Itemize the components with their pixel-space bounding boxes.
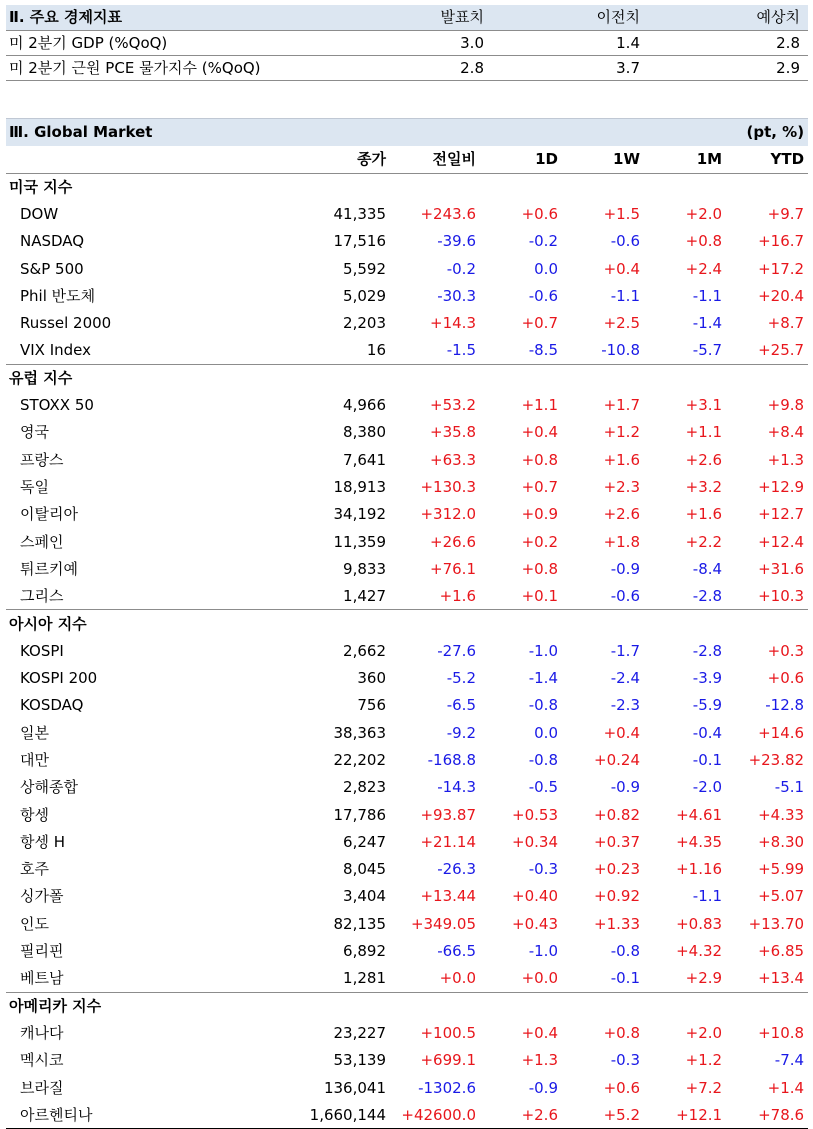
cell-1w: -0.3	[610, 1051, 640, 1070]
cell-1w: +1.6	[603, 450, 640, 469]
cell-1w: +1.8	[603, 532, 640, 551]
market-row	[6, 282, 808, 309]
cell-1d: -8.5	[528, 341, 558, 360]
cell-change: +53.2	[430, 396, 476, 415]
cell-close: 7,641	[343, 450, 386, 469]
cell-1d: +0.4	[521, 1023, 558, 1042]
cell-change: -14.3	[437, 778, 476, 797]
cell-ytd: +23.82	[748, 750, 805, 769]
market-row	[6, 937, 808, 964]
market-row	[6, 910, 808, 937]
column-header-ytd: YTD	[726, 146, 808, 173]
cell-ytd: +9.7	[767, 205, 805, 224]
cell-1d: +0.2	[521, 532, 558, 551]
cell-close: 2,203	[343, 314, 386, 333]
market-title-row	[6, 119, 808, 146]
cell-1w: +0.82	[594, 805, 640, 824]
cell-1m: +4.32	[676, 942, 723, 961]
cell-1m: +3.2	[685, 478, 723, 496]
cell-1w: +1.5	[603, 205, 640, 224]
index-name: 프랑스	[20, 450, 64, 469]
cell-1m: +2.2	[685, 532, 723, 551]
cell-close: 756	[357, 696, 386, 715]
cell-1w: +5.2	[562, 1101, 644, 1128]
cell-close: 2,823	[343, 778, 386, 797]
cell-1w: +0.4	[603, 259, 640, 278]
indicator-actual: 3.0	[336, 30, 492, 55]
cell-close: 22,202	[333, 750, 386, 769]
cell-1w: +0.92	[594, 887, 640, 906]
cell-1w: +1.33	[594, 914, 640, 933]
cell-1d: +0.4	[521, 423, 558, 442]
indicator-row	[6, 55, 808, 80]
cell-1w: +1.2	[603, 423, 640, 442]
cell-1w: +0.24	[594, 750, 640, 769]
cell-1m: -5.7	[692, 341, 723, 360]
cell-1m: -8.4	[692, 559, 723, 578]
market-row	[6, 583, 808, 610]
cell-ytd: +0.6	[767, 669, 805, 688]
indicators-title: Ⅱ. 주요 경제지표	[6, 5, 336, 30]
cell-1w: -0.8	[610, 942, 640, 961]
cell-change: -6.5	[446, 696, 476, 715]
cell-1d: -0.8	[528, 750, 558, 769]
market-row	[6, 473, 808, 500]
market-row	[6, 555, 808, 582]
market-row	[6, 310, 808, 337]
cell-close: 23,227	[333, 1023, 386, 1042]
cell-1d: +0.6	[521, 205, 558, 224]
cell-change: -1302.6	[418, 1078, 476, 1097]
cell-ytd: +5.07	[758, 887, 805, 906]
indicator-row	[6, 30, 808, 55]
cell-change: +21.14	[420, 832, 476, 851]
cell-1d: -0.9	[528, 1078, 558, 1097]
cell-close: 6,247	[343, 832, 386, 851]
cell-change: +130.3	[420, 478, 476, 496]
cell-1w: -0.1	[610, 969, 640, 988]
cell-close: 41,335	[333, 205, 386, 224]
cell-ytd: +0.3	[767, 641, 805, 660]
cell-1m: +4.61	[676, 805, 723, 824]
cell-1d: -0.2	[528, 232, 558, 251]
market-row	[6, 883, 808, 910]
cell-ytd: +12.7	[758, 505, 805, 524]
cell-close: 11,359	[333, 532, 386, 551]
section-title: 아메리카 지수	[6, 992, 808, 1019]
cell-ytd: +31.6	[758, 559, 805, 578]
index-name: 대만	[20, 750, 49, 769]
cell-ytd: -7.4	[774, 1051, 805, 1070]
cell-change: +76.1	[430, 559, 476, 578]
cell-1d: +1.1	[521, 396, 558, 415]
cell-ytd: +25.7	[758, 341, 805, 360]
index-name: 그리스	[20, 586, 64, 605]
cell-ytd: +78.6	[726, 1101, 808, 1128]
cell-1d: -0.6	[528, 286, 558, 305]
indicator-prior: 1.4	[492, 30, 648, 55]
section-title: 미국 지수	[9, 177, 73, 196]
cell-1d: +0.8	[521, 450, 558, 469]
cell-1d: -1.0	[528, 942, 558, 961]
cell-close: 3,404	[343, 887, 386, 906]
index-name: 캐나다	[20, 1023, 64, 1042]
column-header-close: 종가	[216, 146, 390, 173]
cell-close: 5,029	[343, 286, 386, 305]
cell-ytd: +17.2	[758, 259, 805, 278]
column-header-change: 전일비	[390, 146, 480, 173]
economic-indicators-table	[6, 5, 808, 81]
section-header-row	[6, 610, 808, 637]
header-prior: 이전치	[492, 5, 648, 30]
cell-ytd: +20.4	[758, 286, 805, 305]
cell-1d: +0.34	[512, 832, 558, 851]
cell-change: -30.3	[437, 286, 476, 305]
cell-1m: -2.8	[692, 641, 723, 660]
cell-change: -0.2	[446, 259, 476, 278]
section-title: 유럽 지수	[6, 364, 808, 391]
cell-change: -1.5	[446, 341, 476, 360]
cell-ytd: +5.99	[758, 860, 805, 879]
indicator-label: 미 2분기 근원 PCE 물가지수 (%QoQ)	[6, 55, 336, 80]
cell-1d: 0.0	[534, 259, 558, 278]
market-row	[6, 419, 808, 446]
market-row	[6, 856, 808, 883]
cell-ytd: +13.4	[758, 969, 805, 988]
cell-ytd: +1.3	[767, 450, 805, 469]
cell-change: +100.5	[420, 1023, 476, 1042]
cell-close: 38,363	[333, 723, 386, 742]
column-header-1d: 1D	[480, 146, 562, 173]
section-title: 아시아 지수	[6, 610, 808, 637]
cell-1d: -0.5	[528, 778, 558, 797]
index-name: Russel 2000	[20, 314, 112, 333]
index-name: STOXX 50	[20, 396, 94, 415]
cell-change: -39.6	[437, 232, 476, 251]
indicator-label: 미 2분기 GDP (%QoQ)	[6, 30, 336, 55]
cell-close: 1,281	[343, 969, 386, 988]
cell-close: 16	[366, 341, 386, 360]
market-row	[6, 774, 808, 801]
cell-1m: -0.4	[692, 723, 723, 742]
market-row	[6, 637, 808, 664]
column-header-name	[6, 146, 216, 173]
cell-1d: -0.8	[528, 696, 558, 715]
cell-1w: -10.8	[601, 341, 640, 360]
cell-change: -27.6	[437, 641, 476, 660]
cell-change: +14.3	[430, 314, 476, 333]
cell-ytd: -12.8	[765, 696, 805, 715]
cell-1m: +1.16	[676, 860, 723, 879]
cell-change: -168.8	[427, 750, 476, 769]
cell-change: -66.5	[437, 942, 476, 961]
cell-close: 136,041	[323, 1078, 386, 1097]
market-row	[6, 1019, 808, 1046]
index-name: KOSDAQ	[20, 696, 84, 715]
cell-1d: +2.6	[480, 1101, 562, 1128]
market-row	[6, 528, 808, 555]
section-header-row	[6, 364, 808, 391]
cell-1d: +0.53	[512, 805, 558, 824]
index-name: 상해종합	[20, 778, 78, 797]
market-row	[6, 391, 808, 418]
cell-1m: +2.6	[685, 450, 723, 469]
cell-1w: +0.6	[603, 1078, 640, 1097]
cell-1w: -0.6	[610, 586, 640, 605]
cell-1m: +2.0	[685, 205, 723, 224]
cell-change: +63.3	[430, 450, 476, 469]
cell-1w: -0.6	[610, 232, 640, 251]
cell-close: 18,913	[333, 478, 386, 496]
cell-1d: +0.8	[521, 559, 558, 578]
cell-1m: -1.1	[692, 887, 723, 906]
market-row	[6, 228, 808, 255]
cell-change: -26.3	[437, 860, 476, 879]
cell-change: +1.6	[439, 586, 476, 605]
cell-1m: +1.1	[685, 423, 723, 442]
market-row	[6, 1047, 808, 1074]
section-header-row	[6, 173, 808, 200]
cell-1m: +3.1	[685, 396, 723, 415]
cell-1w: -1.7	[610, 641, 640, 660]
cell-close: 17,786	[333, 805, 386, 824]
section-header-row	[6, 992, 808, 1019]
cell-ytd: +14.6	[758, 723, 805, 742]
market-row	[6, 1101, 808, 1128]
market-row	[6, 337, 808, 364]
index-name: 일본	[20, 723, 49, 742]
cell-1d: 0.0	[534, 723, 558, 742]
indicator-actual: 2.8	[336, 55, 492, 80]
cell-ytd: +4.33	[758, 805, 805, 824]
cell-change: +26.6	[430, 532, 476, 551]
header-forecast: 예상치	[648, 5, 808, 30]
cell-1m: +12.1	[644, 1101, 726, 1128]
cell-1d: +0.7	[521, 314, 558, 333]
cell-1d: +0.43	[512, 914, 558, 933]
cell-1w: -2.4	[610, 669, 640, 688]
cell-1d: +0.9	[521, 505, 558, 524]
cell-close: 4,966	[343, 396, 386, 415]
column-header-1m: 1M	[644, 146, 726, 173]
indicators-header-row	[6, 5, 808, 30]
cell-ytd: +13.70	[748, 914, 805, 933]
cell-1w: +0.37	[594, 832, 640, 851]
cell-1w: -0.9	[610, 778, 640, 797]
cell-1w: +0.4	[603, 723, 640, 742]
cell-1m: +2.4	[685, 259, 723, 278]
index-name: 항셍	[20, 805, 49, 824]
index-name: 싱가폴	[20, 887, 64, 906]
cell-1w: +2.6	[603, 505, 640, 524]
index-name: VIX Index	[20, 341, 92, 360]
market-row	[6, 965, 808, 992]
cell-close: 6,892	[343, 942, 386, 961]
cell-1m: -1.1	[692, 286, 723, 305]
cell-close: 34,192	[333, 505, 386, 524]
cell-close: 1,660,144	[216, 1101, 390, 1128]
index-name: 독일	[20, 478, 49, 496]
cell-change: +35.8	[430, 423, 476, 442]
index-name: 인도	[20, 914, 49, 933]
market-row	[6, 255, 808, 282]
market-title: Ⅲ. Global Market	[6, 119, 726, 146]
cell-1d: -1.0	[528, 641, 558, 660]
index-name: NASDAQ	[20, 232, 85, 251]
index-name: 호주	[20, 860, 49, 879]
market-row	[6, 801, 808, 828]
cell-1m: -1.4	[692, 314, 723, 333]
cell-1w: +2.5	[603, 314, 640, 333]
index-name: DOW	[20, 205, 59, 224]
cell-1w: +1.7	[603, 396, 640, 415]
cell-1m: +1.6	[685, 505, 723, 524]
market-row	[6, 664, 808, 691]
market-row	[6, 446, 808, 473]
cell-close: 9,833	[343, 559, 386, 578]
cell-ytd: +6.85	[758, 942, 805, 961]
index-name: 필리핀	[20, 942, 64, 961]
index-name: 멕시코	[20, 1051, 64, 1070]
cell-1m: +2.0	[685, 1023, 723, 1042]
cell-1w: -0.9	[610, 559, 640, 578]
cell-change: +93.87	[420, 805, 476, 824]
cell-ytd: +10.8	[758, 1023, 805, 1042]
cell-ytd: +16.7	[758, 232, 805, 251]
cell-1m: +4.35	[676, 832, 723, 851]
cell-close: 53,139	[333, 1051, 386, 1070]
index-name: 튀르키예	[20, 559, 78, 578]
cell-change: +243.6	[420, 205, 476, 224]
indicator-prior: 3.7	[492, 55, 648, 80]
cell-1m: -3.9	[692, 669, 723, 688]
cell-ytd: +8.4	[767, 423, 805, 442]
cell-ytd: +10.3	[758, 586, 805, 605]
cell-ytd: +9.8	[767, 396, 805, 415]
indicator-forecast: 2.9	[648, 55, 808, 80]
cell-ytd: -5.1	[774, 778, 805, 797]
cell-1d: +0.7	[521, 478, 558, 496]
cell-1m: +2.9	[685, 969, 723, 988]
cell-close: 8,045	[343, 860, 386, 879]
market-row	[6, 200, 808, 227]
cell-ytd: +8.7	[767, 314, 805, 333]
cell-1d: -0.3	[528, 860, 558, 879]
index-name: 이탈리아	[20, 505, 78, 524]
cell-1w: +2.3	[603, 478, 640, 496]
cell-change: +349.05	[410, 914, 476, 933]
cell-close: 8,380	[343, 423, 386, 442]
cell-1w: -2.3	[610, 696, 640, 715]
cell-1d: -1.4	[528, 669, 558, 688]
cell-1m: -0.1	[692, 750, 723, 769]
market-column-header-row	[6, 146, 808, 173]
indicator-forecast: 2.8	[648, 30, 808, 55]
column-header-1w: 1W	[562, 146, 644, 173]
cell-change: -9.2	[446, 723, 476, 742]
cell-1m: +0.8	[685, 232, 723, 251]
market-row	[6, 719, 808, 746]
cell-1w: -1.1	[610, 286, 640, 305]
cell-ytd: +1.4	[767, 1078, 805, 1097]
cell-1w: +0.23	[594, 860, 640, 879]
cell-1d: +0.0	[521, 969, 558, 988]
market-row	[6, 1074, 808, 1101]
index-name: 아르헨티나	[6, 1101, 216, 1128]
cell-close: 360	[357, 669, 386, 688]
market-row	[6, 501, 808, 528]
index-name: 스페인	[20, 532, 64, 551]
cell-change: +699.1	[420, 1051, 476, 1070]
global-market-table	[6, 118, 808, 1129]
index-name: KOSPI	[20, 641, 64, 660]
index-name: Phil 반도체	[20, 286, 96, 305]
cell-change: +312.0	[420, 505, 476, 524]
cell-1m: +1.2	[685, 1051, 723, 1070]
market-row	[6, 746, 808, 773]
cell-ytd: +8.30	[758, 832, 805, 851]
header-actual: 발표치	[336, 5, 492, 30]
cell-1d: +0.1	[521, 586, 558, 605]
cell-1d: +0.40	[512, 887, 558, 906]
cell-1m: +0.83	[676, 914, 723, 933]
cell-1m: -2.8	[692, 586, 723, 605]
cell-close: 1,427	[343, 586, 386, 605]
market-row	[6, 828, 808, 855]
cell-change: +0.0	[439, 969, 476, 988]
index-name: 브라질	[20, 1078, 64, 1097]
index-name: 영국	[20, 423, 49, 442]
cell-1w: +0.8	[603, 1023, 640, 1042]
index-name: KOSPI 200	[20, 669, 98, 688]
market-unit: (pt, %)	[726, 119, 808, 146]
cell-close: 5,592	[343, 259, 386, 278]
index-name: 베트남	[20, 969, 64, 988]
cell-1m: -2.0	[692, 778, 723, 797]
cell-ytd: +12.9	[758, 478, 805, 496]
index-name: S&P 500	[20, 259, 84, 278]
market-row	[6, 692, 808, 719]
cell-change: -5.2	[446, 669, 476, 688]
cell-1m: -5.9	[692, 696, 723, 715]
cell-close: 82,135	[333, 914, 386, 933]
cell-change: +13.44	[420, 887, 476, 906]
cell-change: +42600.0	[390, 1101, 480, 1128]
cell-close: 17,516	[333, 232, 386, 251]
cell-1m: +7.2	[685, 1078, 723, 1097]
cell-close: 2,662	[343, 641, 386, 660]
cell-1d: +1.3	[521, 1051, 558, 1070]
index-name: 항셍 H	[20, 832, 66, 851]
cell-ytd: +12.4	[758, 532, 805, 551]
